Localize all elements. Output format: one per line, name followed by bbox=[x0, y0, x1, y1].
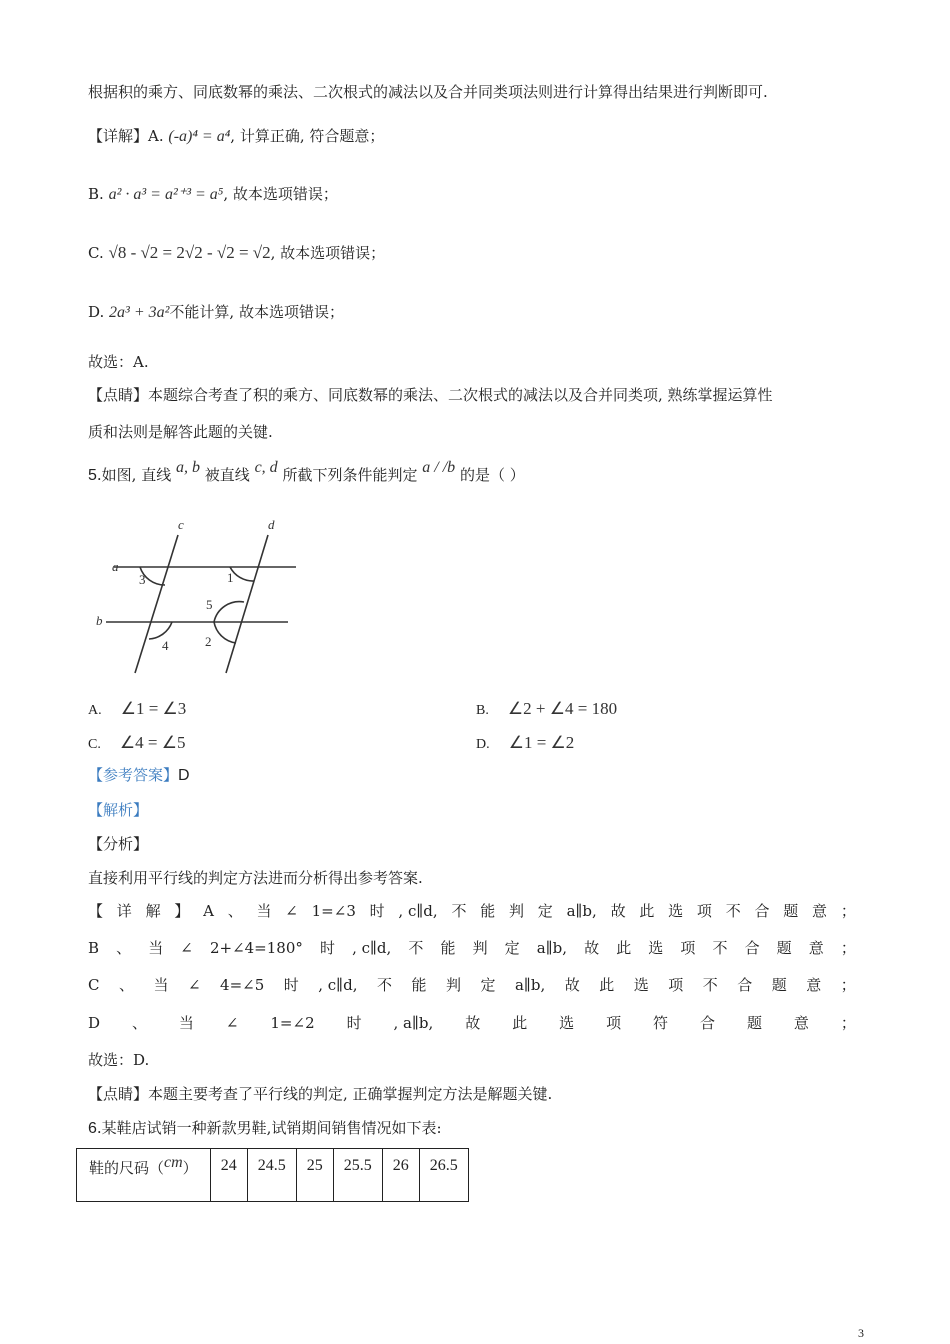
detail-token: 2+∠4=180° bbox=[209, 939, 303, 957]
label-angle-5: 5 bbox=[206, 597, 213, 612]
detail-token: B bbox=[88, 939, 100, 957]
detail-token: 选 bbox=[668, 902, 684, 920]
detail-token: 当 bbox=[153, 976, 169, 994]
detail-token: 题 bbox=[783, 902, 799, 920]
detail-token: 】 bbox=[174, 902, 190, 920]
detail-token: 此 bbox=[616, 939, 632, 957]
detail-token: , c∥d, bbox=[318, 976, 358, 994]
detail-token: 项 bbox=[696, 902, 712, 920]
detail-token: 故 bbox=[584, 939, 600, 957]
detail-token: 、 bbox=[131, 1014, 147, 1032]
detail-token: 能 bbox=[480, 902, 496, 920]
detail-c: C. √8 - √2 = 2√2 - √2 = √2, 故本选项错误； bbox=[88, 243, 386, 262]
detail-token: 时 bbox=[319, 939, 335, 957]
detail-token: 合 bbox=[754, 902, 770, 920]
detail-token: 、 bbox=[227, 902, 243, 920]
detail-token: 详 bbox=[116, 902, 132, 920]
parallel-lines-figure bbox=[92, 515, 307, 680]
analysis-text: 直接利用平行线的判定方法进而分析得出参考答案. bbox=[88, 869, 423, 887]
detail-token: 判 bbox=[445, 976, 461, 994]
question-number: 6 bbox=[88, 1120, 97, 1137]
detail-token: 定 bbox=[537, 902, 553, 920]
detail-token: 时 bbox=[369, 902, 385, 920]
detail-token: 判 bbox=[472, 939, 488, 957]
detail-token: 不 bbox=[702, 976, 718, 994]
detail-token: 意 bbox=[806, 976, 822, 994]
detail-token: 故 bbox=[564, 976, 580, 994]
table-row bbox=[77, 1149, 469, 1202]
detail-token: a∥b, bbox=[514, 976, 546, 994]
math-expression: √8 - √2 = 2√2 - √2 = √2 bbox=[108, 243, 271, 262]
angle-4-arc bbox=[149, 622, 172, 639]
detail-token: 符 bbox=[653, 1014, 669, 1032]
analysis-label: 【解析】 bbox=[88, 801, 149, 819]
detail-token: , a∥b, bbox=[393, 1014, 434, 1032]
q4-choice: 故选：A. bbox=[88, 353, 149, 371]
table-cell: 25 bbox=[296, 1149, 333, 1202]
detail-token: a∥b, bbox=[536, 939, 568, 957]
option-c: C. ∠4 = ∠5 bbox=[88, 733, 186, 752]
detail-row-2 bbox=[88, 938, 856, 958]
detail-token: 判 bbox=[509, 902, 525, 920]
detail-token: ∠ bbox=[187, 976, 201, 994]
table-cell: 26.5 bbox=[419, 1149, 468, 1202]
detail-token: 项 bbox=[606, 1014, 622, 1032]
detail-token: ∠ bbox=[285, 902, 298, 920]
q4-comment-line2: 质和法则是解答此题的关键. bbox=[88, 423, 273, 441]
detail-token: A bbox=[203, 902, 214, 920]
detail-token: 不 bbox=[408, 939, 424, 957]
angle-1-arc bbox=[230, 567, 254, 581]
math-expression: 2a³ + 3a² bbox=[109, 304, 170, 321]
answer-line: 【参考答案】D bbox=[88, 766, 190, 784]
question-number: 5 bbox=[88, 467, 97, 484]
detail-token: 【 bbox=[88, 902, 104, 920]
detail-token: 题 bbox=[746, 1014, 762, 1032]
detail-token: 选 bbox=[648, 939, 664, 957]
detail-token: 不 bbox=[725, 902, 741, 920]
detail-token: 不 bbox=[451, 902, 467, 920]
q6-stem: 6.某鞋店试销一种新款男鞋,试销期间销售情况如下表: bbox=[88, 1119, 442, 1137]
detail-token: 故 bbox=[610, 902, 626, 920]
detail-token: , c∥d, bbox=[352, 939, 392, 957]
detail-token: 合 bbox=[700, 1014, 716, 1032]
detail-token: ∠ bbox=[180, 939, 193, 957]
label-angle-4: 4 bbox=[162, 638, 169, 653]
detail-token: 题 bbox=[771, 976, 787, 994]
label-d: d bbox=[268, 517, 275, 532]
detail-a: 【详解】A. (-a)⁴ = a⁴, 计算正确, 符合题意； bbox=[88, 127, 385, 145]
detail-token: 合 bbox=[737, 976, 753, 994]
detail-token: a∥b, bbox=[566, 902, 597, 920]
detail-token: ∠ bbox=[225, 1014, 239, 1032]
line-d bbox=[226, 535, 268, 673]
math-expression: a² · a³ = a²⁺³ = a⁵ bbox=[108, 186, 224, 203]
option-d: D. ∠1 = ∠2 bbox=[476, 733, 575, 752]
label-angle-3: 3 bbox=[139, 572, 146, 587]
detail-token: 1=∠3 bbox=[311, 902, 356, 920]
detail-token: 合 bbox=[744, 939, 760, 957]
detail-token: D bbox=[88, 1014, 101, 1032]
detail-token: 此 bbox=[639, 902, 655, 920]
detail-token: 不 bbox=[712, 939, 728, 957]
label-b: b bbox=[96, 613, 103, 628]
detail-token: 定 bbox=[480, 976, 496, 994]
detail-token: 当 bbox=[178, 1014, 194, 1032]
page-number: 3 bbox=[858, 1326, 864, 1340]
detail-token: 此 bbox=[599, 976, 615, 994]
detail-token: 不 bbox=[376, 976, 392, 994]
detail-token: 选 bbox=[633, 976, 649, 994]
detail-row-3 bbox=[88, 975, 856, 995]
detail-token: 1=∠2 bbox=[270, 1014, 315, 1032]
table-cell: 25.5 bbox=[333, 1149, 382, 1202]
detail-token: 能 bbox=[440, 939, 456, 957]
table-cell: 26 bbox=[382, 1149, 419, 1202]
analysis-head: 【分析】 bbox=[88, 835, 149, 853]
q4-comment-line1: 【点睛】本题综合考查了积的乘方、同底数幂的乘法、二次根式的减法以及合并同类项, 熟练掌握运算性 bbox=[88, 386, 773, 404]
detail-token: 题 bbox=[776, 939, 792, 957]
table-cell: 24 bbox=[210, 1149, 247, 1202]
detail-token: 意 bbox=[793, 1014, 809, 1032]
intro-text: 根据积的乘方、同底数幂的乘法、二次根式的减法以及合并同类项法则进行计算得出结果进行判断即可. bbox=[88, 83, 768, 101]
angle-2-arc bbox=[214, 622, 236, 643]
label-a: a bbox=[112, 559, 119, 574]
detail-token: C bbox=[88, 976, 100, 994]
detail-token: 4=∠5 bbox=[220, 976, 265, 994]
detail-token: ； bbox=[840, 939, 856, 957]
detail-token: ； bbox=[840, 1014, 856, 1032]
detail-token: 解 bbox=[145, 902, 161, 920]
detail-token: 故 bbox=[465, 1014, 481, 1032]
detail-token: 定 bbox=[504, 939, 520, 957]
detail-token: 能 bbox=[411, 976, 427, 994]
angle-5-arc bbox=[214, 602, 244, 622]
detail-token: 时 bbox=[283, 976, 299, 994]
label-angle-1: 1 bbox=[227, 570, 234, 585]
q5-comment: 【点睛】本题主要考查了平行线的判定, 正确掌握判定方法是解题关键. bbox=[88, 1085, 553, 1103]
shoe-size-table bbox=[76, 1148, 469, 1202]
detail-token: 意 bbox=[808, 939, 824, 957]
detail-token: 此 bbox=[512, 1014, 528, 1032]
label-angle-2: 2 bbox=[205, 634, 212, 649]
option-b: B. ∠2 + ∠4 = 180 bbox=[476, 699, 618, 718]
table-cell: 24.5 bbox=[247, 1149, 296, 1202]
detail-row-1 bbox=[88, 901, 856, 921]
detail-token: 当 bbox=[148, 939, 164, 957]
detail-row-4 bbox=[88, 1013, 856, 1033]
detail-token: , c∥d, bbox=[398, 902, 438, 920]
detail-b: B. a² · a³ = a²⁺³ = a⁵, 故本选项错误； bbox=[88, 185, 338, 203]
detail-token: 、 bbox=[116, 939, 132, 957]
detail-token: 、 bbox=[118, 976, 134, 994]
detail-token: ； bbox=[840, 902, 856, 920]
detail-token: 项 bbox=[668, 976, 684, 994]
detail-token: 当 bbox=[256, 902, 272, 920]
table-header-cell: 鞋的尺码（cm） bbox=[77, 1149, 211, 1202]
line-c bbox=[135, 535, 178, 673]
q5-choice: 故选：D. bbox=[88, 1051, 150, 1069]
detail-d: D. 2a³ + 3a²不能计算, 故本选项错误； bbox=[88, 303, 344, 321]
option-a: A. ∠1 = ∠3 bbox=[88, 699, 187, 718]
detail-token: 项 bbox=[680, 939, 696, 957]
detail-token: 意 bbox=[812, 902, 828, 920]
detail-token: 选 bbox=[559, 1014, 575, 1032]
label-c: c bbox=[178, 517, 184, 532]
detail-token: 时 bbox=[346, 1014, 362, 1032]
math-expression: (-a)⁴ = a⁴ bbox=[168, 128, 231, 145]
answer-value: D bbox=[178, 767, 190, 784]
detail-token: ； bbox=[840, 976, 856, 994]
q5-stem: 5.如图, 直线 a, b 被直线 c, d 所截下列条件能判定 a / /b 的是（ ） bbox=[88, 459, 525, 484]
